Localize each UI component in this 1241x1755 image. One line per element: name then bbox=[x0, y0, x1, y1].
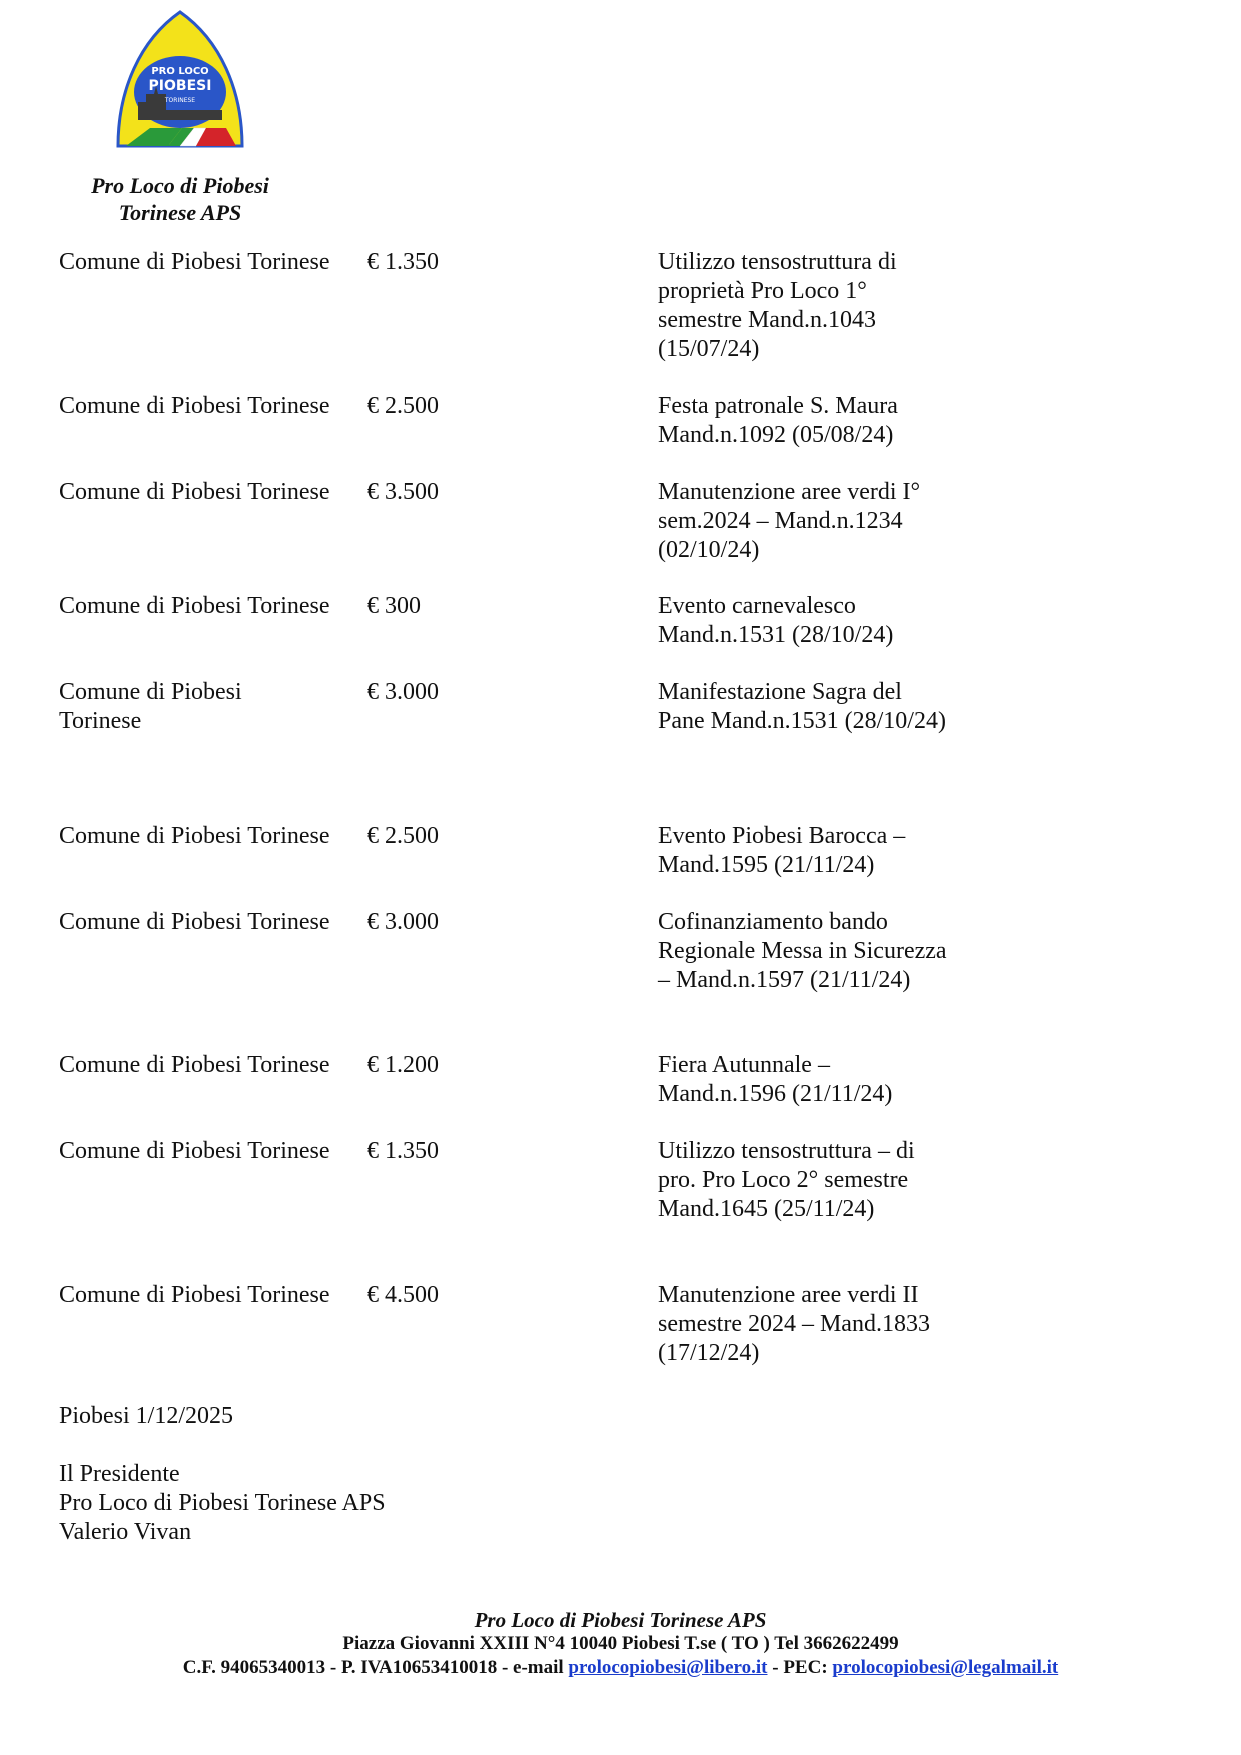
amount: € 1.350 bbox=[367, 1138, 439, 1164]
payer: Comune di Piobesi Torinese bbox=[59, 909, 330, 935]
footer-contacts bbox=[0, 1656, 1241, 1680]
description: Utilizzo tensostruttura di proprietà Pro Loco 1° semestre Mand.n.1043 (15/07/24) bbox=[658, 249, 897, 362]
description: Evento Piobesi Barocca – Mand.1595 (21/11/24) bbox=[658, 823, 906, 878]
amount: € 3.500 bbox=[367, 479, 439, 505]
description: Manutenzione aree verdi I° sem.2024 – Mand.n.1234 (02/10/24) bbox=[658, 479, 921, 563]
description: Evento carnevalesco Mand.n.1531 (28/10/24) bbox=[658, 593, 894, 648]
amount: € 1.350 bbox=[367, 249, 439, 275]
payer: Comune di Piobesi Torinese bbox=[59, 593, 330, 619]
signature-role: Il Presidente bbox=[59, 1461, 180, 1487]
description: Festa patronale S. Maura Mand.n.1092 (05/08/24) bbox=[658, 393, 898, 448]
pec-link[interactable]: prolocopiobesi@legalmail.it bbox=[832, 1657, 1059, 1678]
description: Fiera Autunnale – Mand.n.1596 (21/11/24) bbox=[658, 1052, 893, 1107]
svg-text:TORINESE: TORINESE bbox=[164, 97, 196, 104]
footer-address: Piazza Giovanni XXIII N°4 10040 Piobesi T.se ( TO ) Tel 3662622499 bbox=[342, 1633, 899, 1654]
amount: € 300 bbox=[367, 593, 421, 619]
amount: € 4.500 bbox=[367, 1282, 439, 1308]
payer: Comune di Piobesi Torinese bbox=[59, 1282, 330, 1308]
footer-organization: Pro Loco di Piobesi Torinese APS bbox=[474, 1608, 767, 1632]
payer: Comune di Piobesi Torinese bbox=[59, 823, 330, 849]
payer: Comune di Piobesi Torinese bbox=[59, 393, 330, 419]
document-date: Piobesi 1/12/2025 bbox=[59, 1403, 234, 1429]
amount: € 1.200 bbox=[367, 1052, 439, 1078]
amount: € 2.500 bbox=[367, 823, 439, 849]
svg-text:PIOBESI: PIOBESI bbox=[148, 78, 212, 94]
payer: Comune di Piobesi Torinese bbox=[59, 249, 330, 275]
signature-block bbox=[59, 1460, 386, 1547]
amount: € 2.500 bbox=[367, 393, 439, 419]
organization-title-line1: Pro Loco di Piobesi bbox=[91, 173, 269, 198]
amount: € 3.000 bbox=[367, 679, 439, 705]
svg-text:PRO LOCO: PRO LOCO bbox=[151, 66, 209, 77]
pro-loco-logo-icon bbox=[110, 10, 250, 150]
payer: Comune di Piobesi Torinese bbox=[59, 1138, 330, 1164]
organization-title bbox=[60, 172, 300, 226]
signature-organization: Pro Loco di Piobesi Torinese APS bbox=[59, 1490, 386, 1516]
amount: € 3.000 bbox=[367, 909, 439, 935]
description: Utilizzo tensostruttura – di pro. Pro Loco 2° semestre Mand.1645 (25/11/24) bbox=[658, 1138, 915, 1222]
footer bbox=[0, 1608, 1241, 1680]
signature-name: Valerio Vivan bbox=[59, 1519, 192, 1545]
description: Manutenzione aree verdi II semestre 2024 – Mand.1833 (17/12/24) bbox=[658, 1282, 930, 1366]
description: Cofinanziamento bando Regionale Messa in Sicurezza – Mand.n.1597 (21/11/24) bbox=[658, 909, 947, 993]
payer: Comune di Piobesi Torinese bbox=[59, 679, 242, 734]
pec-label: - PEC: bbox=[767, 1657, 833, 1678]
description: Manifestazione Sagra del Pane Mand.n.1531 (28/10/24) bbox=[658, 679, 946, 734]
payer: Comune di Piobesi Torinese bbox=[59, 479, 330, 505]
footer-tax-codes: C.F. 94065340013 - P. IVA10653410018 - e-mail bbox=[182, 1657, 569, 1678]
email-link[interactable]: prolocopiobesi@libero.it bbox=[568, 1657, 768, 1678]
payer: Comune di Piobesi Torinese bbox=[59, 1052, 330, 1078]
organization-title-line2: Torinese APS bbox=[118, 200, 242, 225]
